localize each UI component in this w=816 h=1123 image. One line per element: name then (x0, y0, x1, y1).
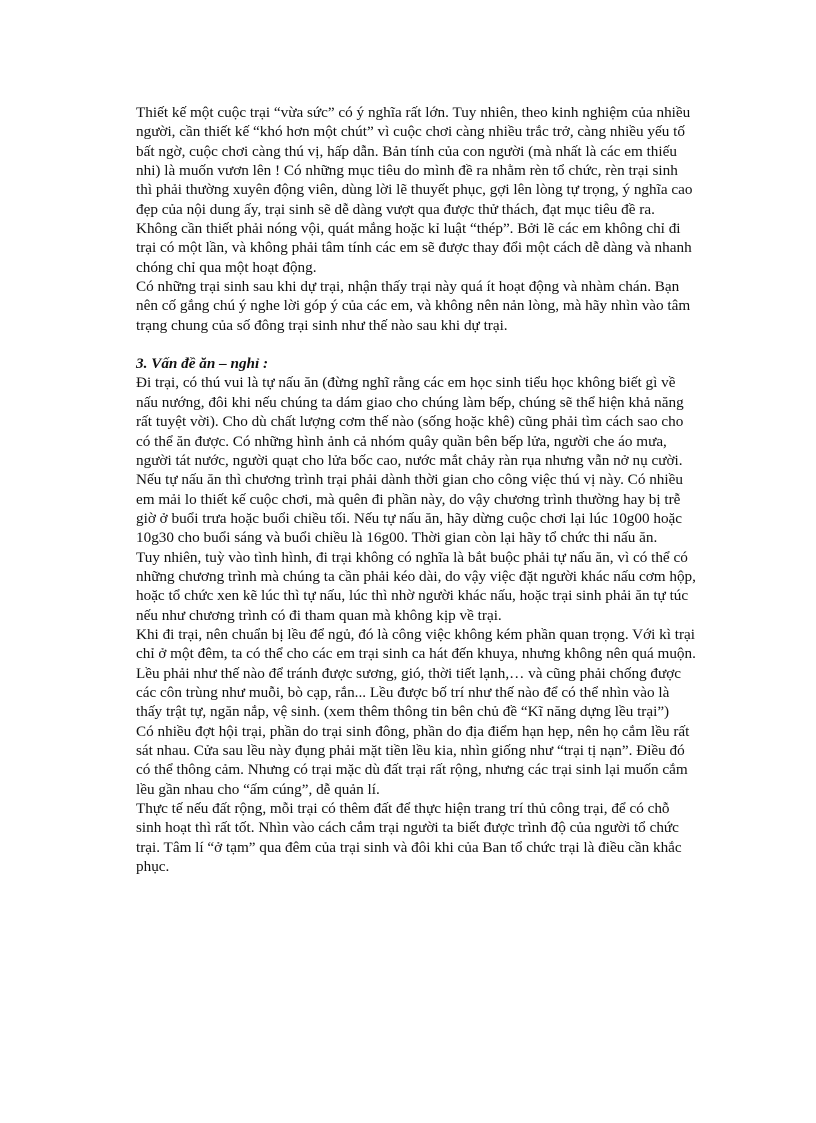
paragraph: Có nhiều đợt hội trại, phần do trại sinh đông, phần do địa điểm hạn hẹp, nên họ cắm lều rất sát nhau. Cửa sau lều này đụng phải mặt tiền lều kia, nhìn giống như “trại tị nạn”. Điều đó có thể thông cảm. Nhưng có trại mặc dù đất trại rất rộng, nhưng các trại sinh lại muốn cắm lều gần nhau cho “ấm cúng”, dễ quản lí. (136, 722, 690, 798)
paragraph: Khi đi trại, nên chuẩn bị lều để ngủ, đó là công việc không kém phần quan trọng. Với kì trại chỉ ở một đêm, ta có thể cho các em trại sinh ca hát đến khuya, nhưng không nên quá muộn. (136, 625, 696, 663)
paragraph: Thiết kế một cuộc trại “vừa sức” có ý nghĩa rất lớn. Tuy nhiên, theo kinh nghiệm của nhiều người, cần thiết kế “khó hơn một chút” vì cuộc chơi càng nhiều trắc trở, càng nhiều yếu tố bất ngờ, cuộc chơi càng thú vị, hấp dẫn. Bản tính của con người (mà nhất là các em thiếu nhi) là muốn vươn lên ! Có những mục tiêu do mình đề ra nhằm rèn tổ chức, rèn trại sinh thì phải thường xuyên động viên, dùng lời lẽ thuyết phục, gợi lên lòng tự trọng, ý nghĩa cao đẹp của nội dung ấy, trại sinh sẽ dễ dàng vượt qua được thử thách, đạt mục tiêu đề ra. Không cần thiết phải nóng vội, quát mắng hoặc kỉ luật “thép”. Bởi lẽ các em không chỉ đi trại có một lần, và không phải tâm tính các em sẽ được thay đổi một cách dễ dàng và nhanh chóng chỉ qua một hoạt động. (136, 104, 693, 276)
paragraph: Tuy nhiên, tuỳ vào tình hình, đi trại không có nghĩa là bắt buộc phải tự nấu ăn, vì có thể có những chương trình mà chúng ta cần phải kéo dài, do vậy việc đặt người khác nấu cơm hộp, hoặc tổ chức xen kẽ lúc thì tự nấu, lúc thì nhờ người khác nấu, hoặc trại sinh phải ăn tự túc nếu như chương trình có đi tham quan mà không kịp về trại. (136, 548, 696, 624)
paragraph: Đi trại, có thú vui là tự nấu ăn (đừng nghĩ rằng các em học sinh tiểu học không biết gì về nấu nướng, đôi khi nếu chúng ta dám giao cho chúng làm bếp, chúng sẽ thể hiện khả năng rất tuyệt vời). Cho dù chất lượng cơm thế nào (sống hoặc khê) cũng phải tìm cách sao cho có thể ăn được. Có những hình ảnh cả nhóm quây quần bên bếp lửa, người che áo mưa, người tát nước, người quạt cho lửa bốc cao, nước mắt chảy ràn rụa nhưng vẫn nở nụ cười. (136, 374, 684, 469)
paragraph: Lều phải như thế nào để tránh được sương, gió, thời tiết lạnh,… và cũng phải chống được các côn trùng như muỗi, bò cạp, rắn... Lều được bố trí như thế nào để có thể nhìn vào là thấy trật tự, ngăn nắp, vệ sinh. (xem thêm thông tin bên chủ đề “Kĩ năng dựng lều trại”) (136, 664, 682, 721)
paragraph: Thực tế nếu đất rộng, mỗi trại có thêm đất để thực hiện trang trí thủ công trại, để có chỗ sinh hoạt thì rất tốt. Nhìn vào cách cắm trại người ta biết được trình độ của người tổ chức trại. Tâm lí “ở tạm” qua đêm của trại sinh và đôi khi của Ban tổ chức trại là điều cần khắc phục. (136, 800, 682, 876)
paragraph: Nếu tự nấu ăn thì chương trình trại phải dành thời gian cho công việc thú vị này. Có nhiều em mải lo thiết kế cuộc chơi, mà quên đi phần này, do vậy chương trình thường hay bị trễ giờ ở buổi trưa hoặc buổi chiều tối. Nếu tự nấu ăn, hãy dừng cuộc chơi lại lúc 10g00 hoặc 10g30 cho buổi sáng và buổi chiều là 16g00. Thời gian còn lại hãy tổ chức thi nấu ăn. (136, 471, 683, 547)
paragraph: Có những trại sinh sau khi dự trại, nhận thấy trại này quá ít hoạt động và nhàm chán. Bạn nên cố gắng chú ý nghe lời góp ý của các em, và không nên nản lòng, mà hãy nhìn vào tâm trạng chung của số đông trại sinh như thế nào sau khi dự trại. (136, 278, 691, 334)
document-page (136, 103, 696, 876)
spacer (136, 335, 696, 354)
section-heading: 3. Vấn đề ăn – nghỉ : (136, 355, 269, 373)
